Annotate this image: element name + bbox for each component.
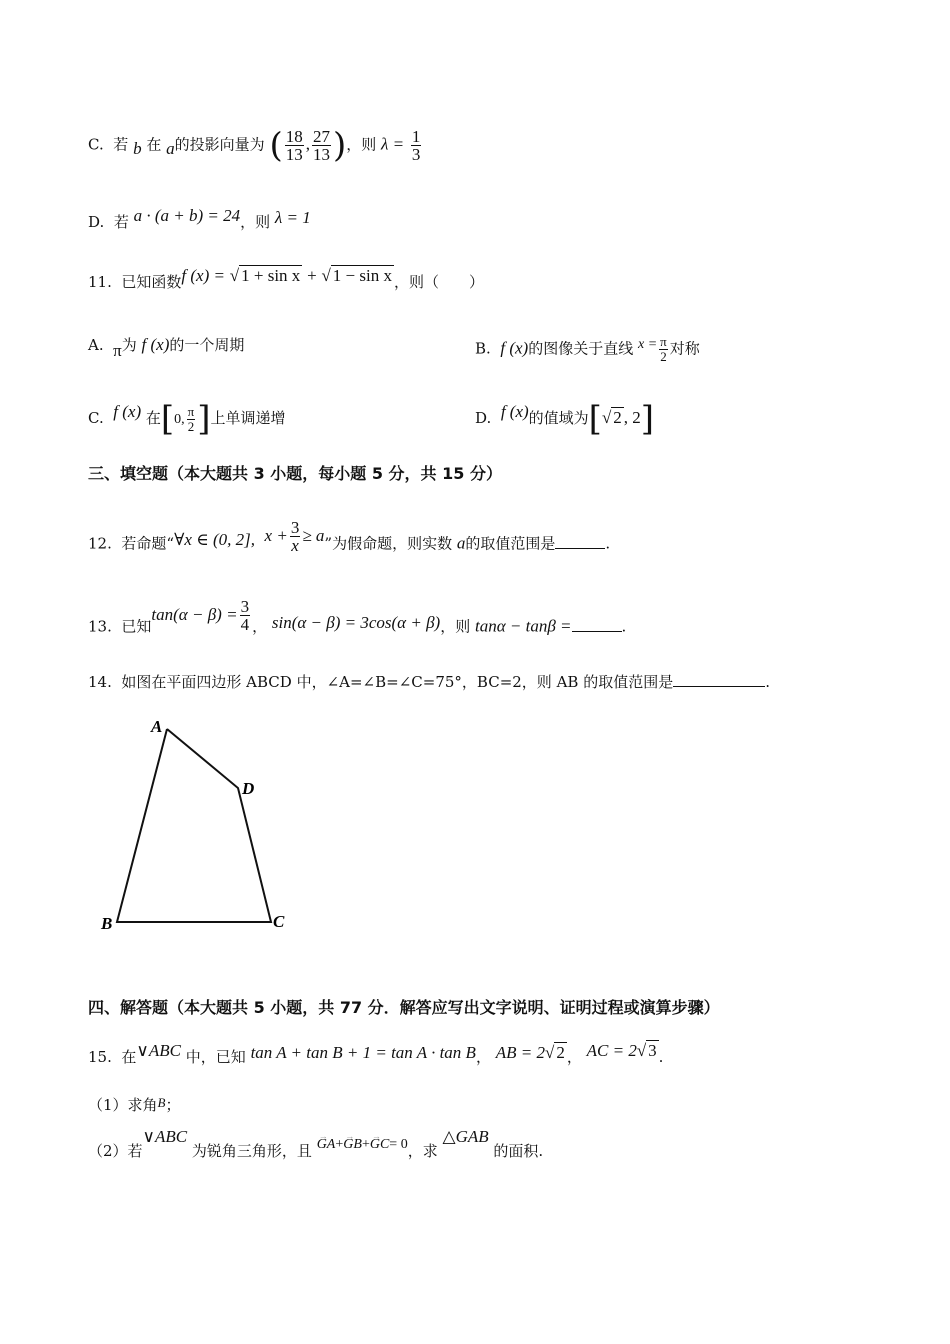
q11-option-c: C. f (x) 在[0, $\frac{\pi}{2}$ ]上单调递增 [88,399,286,439]
vector-a: a [166,138,175,158]
q11-option-d: D. f (x)的值域为[√ 2 , 2] [475,399,655,439]
formula-dot: a · (a + b) = 24 [133,206,241,225]
option-d: D. 若 a · (a + b) = 24，则 λ = 1 [88,206,311,231]
question-15-part-2: （2）若∨ABC 为锐角三角形，且 → GA+→ GB+→ GC= 0，求 △GAB 的面积. [88,1141,543,1163]
vertex-label-b: B [101,914,113,933]
question-12: 12. 若命题“∀x ∈ (0, 2], x + $\frac{3}{x}$ ≥ a”为假命题，则实数 a的取值范围是 . [88,518,611,555]
vertex-label-c: C [273,912,285,931]
quadrilateral-figure [95,712,295,937]
vertex-label-a: A [151,717,163,736]
answer-blank-14[interactable] [673,672,765,687]
quadrilateral-outline [117,729,271,922]
question-11: 11. 已知函数f (x) = √ 1 + sin x + √ 1 − sin x ，则（ ） [88,266,484,291]
question-14: 14. 如图在平面四边形 ABCD 中，∠A=∠B=∠C=75°，BC=2，则 AB 的取值范围是 . [88,673,770,691]
q11-option-b: B. f (x)的图像关于直线 x = $\frac{\pi}{2}$ 对称 [475,334,700,364]
answer-blank-12[interactable] [555,534,605,549]
section-4-title: 四、解答题（本大题共 5 小题，共 77 分．解答应写出文字说明、证明过程或演算步骤） [88,998,720,1017]
vector-b: b [133,138,142,158]
vertex-label-d: D [242,779,255,798]
question-15: 15. 在∨ABC 中，已知 tan A + tan B + 1 = tan A · tan B， AB = 2√ 2 ， AC = 2√ 3 . [88,1041,664,1066]
section-3-title: 三、填空题（本大题共 3 小题，每小题 5 分，共 15 分） [88,464,502,483]
answer-blank-13[interactable] [572,617,622,632]
q11-option-a: A. π为 f (x)的一个周期 [88,335,245,360]
option-c: C. 若 b 在 a的投影向量为 ( $\frac{18}{13}$ , $\frac{27}{13}$ )，则 λ = $\frac{1}{3}$ [88,125,421,166]
question-15-part-1: （1）求角B； [88,1095,181,1114]
question-13: 13. 已知tan(α − β) = $\frac{3}{4}$ ， sin(α − β) = 3cos(α + β)，则 tanα − tanβ = . [88,597,627,636]
